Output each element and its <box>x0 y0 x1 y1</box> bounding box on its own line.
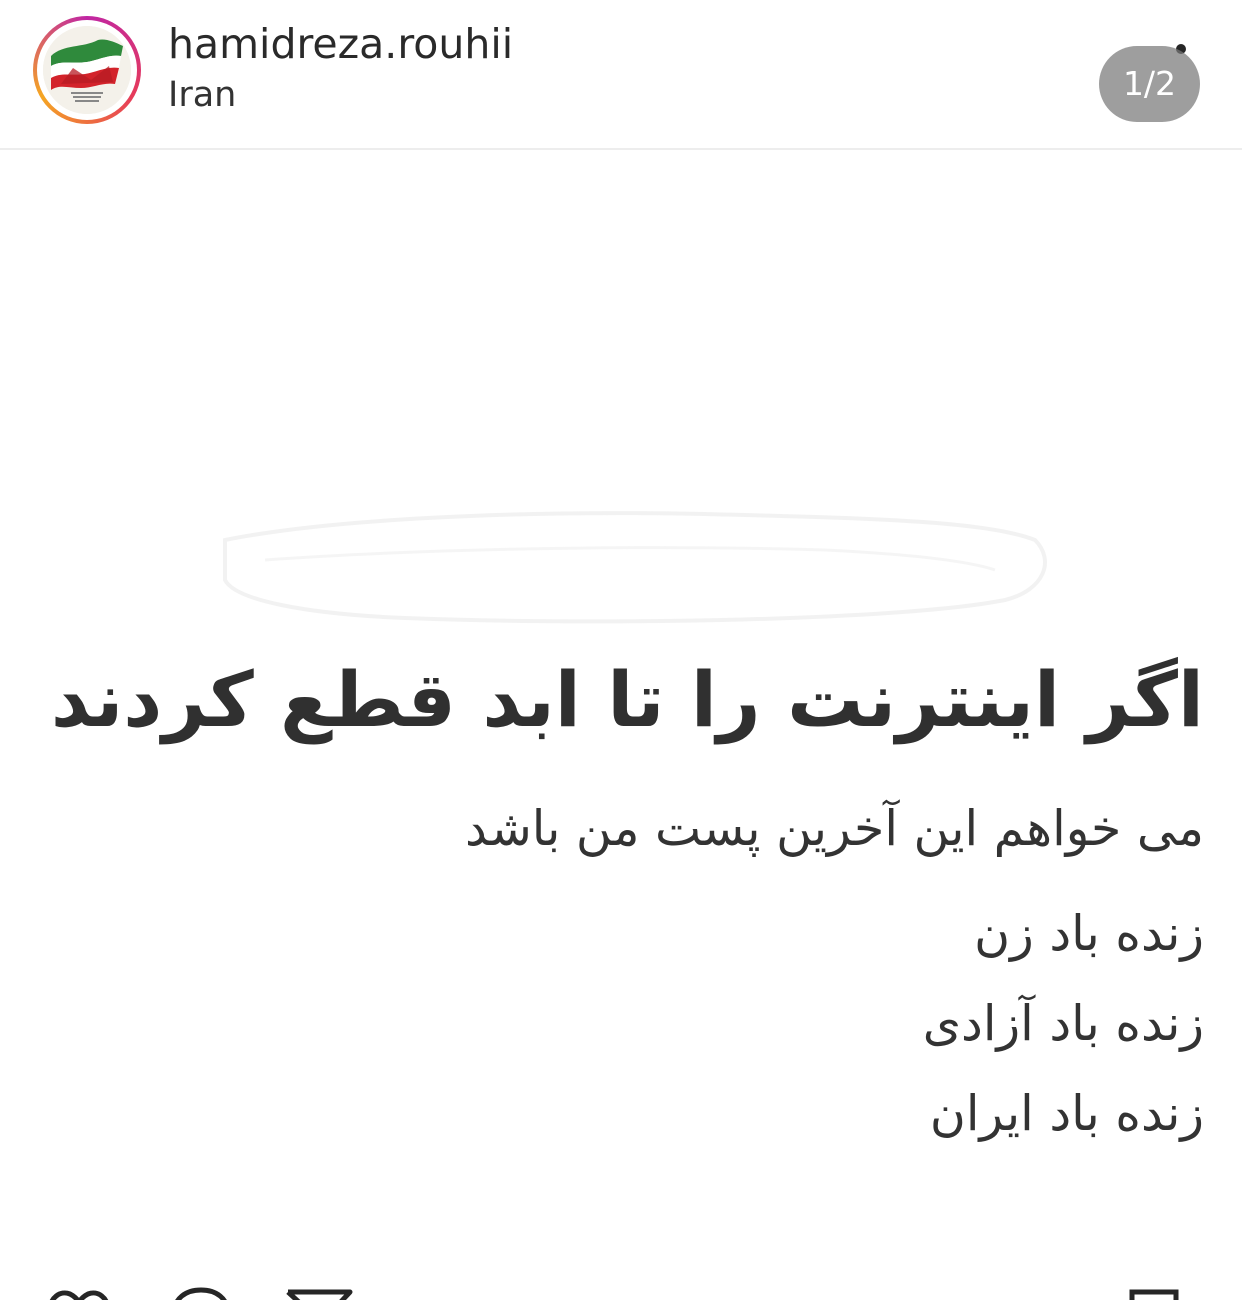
carousel-counter: 1/2 <box>1099 46 1200 122</box>
share-icon[interactable] <box>284 1280 354 1300</box>
post-text-title: اگر اینترنت را تا ابد قطع کردند <box>50 655 1204 744</box>
post-image[interactable] <box>0 150 1242 1260</box>
username[interactable]: hamidreza.rouhii <box>168 20 514 68</box>
avatar[interactable] <box>33 16 141 124</box>
post-text-line: می خواهم این آخرین پست من باشد <box>465 800 1204 857</box>
iran-flag-graphic-icon <box>43 26 131 114</box>
avatar-image <box>43 26 131 114</box>
post-text-line: زنده باد آزادی <box>922 995 1204 1052</box>
post-action-bar <box>0 1262 1242 1300</box>
post-header <box>0 0 1242 150</box>
save-icon[interactable] <box>1124 1280 1184 1300</box>
heart-icon[interactable] <box>44 1280 114 1300</box>
post-text-line: زنده باد زن <box>974 905 1204 962</box>
post-text-line: زنده باد ایران <box>929 1085 1204 1142</box>
faded-scribble-graphic <box>205 500 1065 630</box>
location[interactable]: Iran <box>168 75 237 115</box>
comment-icon[interactable] <box>166 1280 236 1300</box>
